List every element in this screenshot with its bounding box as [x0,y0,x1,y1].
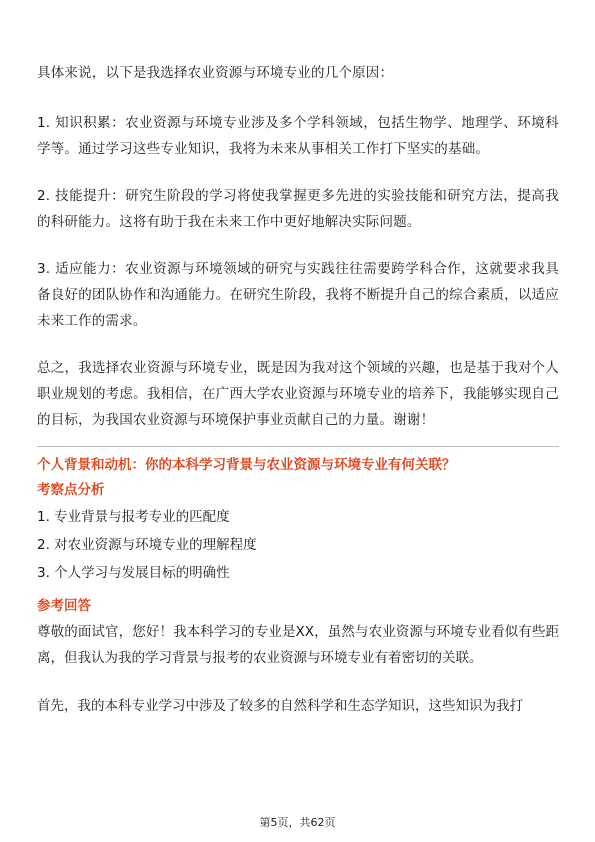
page-content [37,60,559,741]
analysis-item: 2. 对农业资源与环境专业的理解程度 [37,537,257,553]
analysis-list [37,503,559,587]
analysis-heading: 考察点分析 [37,482,105,498]
analysis-item: 1. 专业背景与报考专业的匹配度 [37,509,230,525]
reason-paragraph-1: 1. 知识积累：农业资源与环境专业涉及多个学科领域，包括生物学、地理学、环境科学等。通过学习这些专业知识，我将为未来从事相关工作打下坚实的基础。 [37,115,559,157]
conclusion-paragraph: 总之，我选择农业资源与环境专业，既是因为我对这个领域的兴趣，也是基于我对个人职业规划的考虑。我相信，在广西大学农业资源与环境专业的培养下，我能够实现自己的目标，为我国农业资源与环境保护事业贡献自己的力量。谢谢！ [37,360,559,428]
answer-heading: 参考回答 [37,598,91,614]
question-heading: 个人背景和动机：你的本科学习背景与农业资源与环境专业有何关联？ [37,457,456,473]
section-divider [37,446,559,447]
page-number: 第5页，共62页 [259,816,336,829]
reason-paragraph-3: 3. 适应能力：农业资源与环境领域的研究与实践往往需要跨学科合作，这就要求我具备良好的团队协作和沟通能力。在研究生阶段，我将不断提升自己的综合素质，以适应未来工作的需求。 [37,261,559,329]
reason-paragraph-2: 2. 技能提升：研究生阶段的学习将使我掌握更多先进的实验技能和研究方法，提高我的科研能力。这将有助于我在未来工作中更好地解决实际问题。 [37,188,559,230]
answer-paragraph-1: 尊敬的面试官，您好！我本科学习的专业是XX，虽然与农业资源与环境专业看似有些距离，但我认为我的学习背景与报考的农业资源与环境专业有着密切的关联。 [37,624,559,666]
intro-paragraph: 具体来说，以下是我选择农业资源与环境专业的几个原因： [37,65,394,81]
analysis-item: 3. 个人学习与发展目标的明确性 [37,565,230,581]
answer-paragraph-2: 首先，我的本科专业学习中涉及了较多的自然科学和生态学知识，这些知识为我打 [37,698,523,714]
